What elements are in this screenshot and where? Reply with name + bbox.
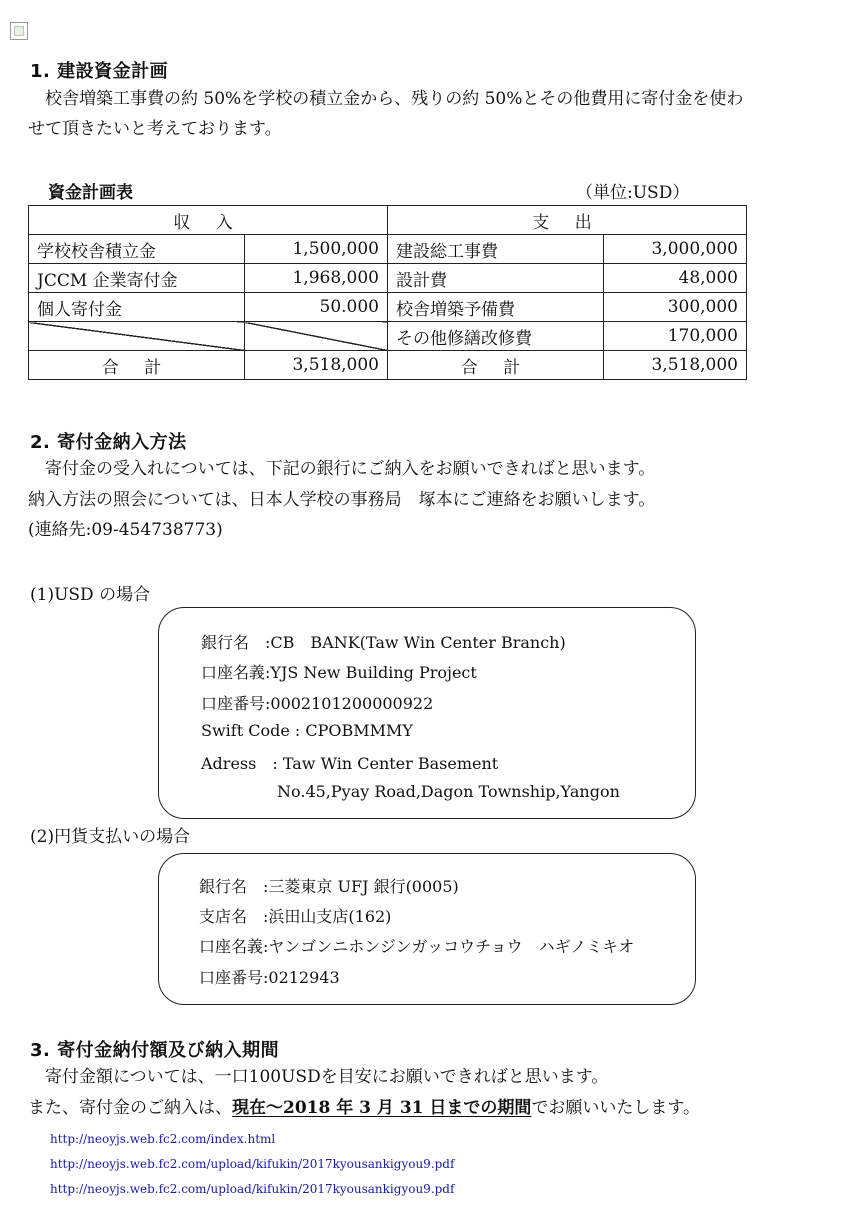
jpy-case-label: (2)円貨支払いの場合	[30, 827, 191, 847]
table-unit: （単位:USD）	[576, 183, 690, 203]
usd-address-line1: Adress : Taw Win Center Basement	[201, 754, 499, 773]
section1-heading: 1. 建設資金計画	[30, 61, 169, 82]
expense-value: 170,000	[604, 322, 747, 351]
jpy-account-number: 口座番号:0212943	[199, 968, 340, 987]
empty-diagonal-cell	[245, 322, 388, 351]
link-index[interactable]: http://neoyjs.web.fc2.com/index.html	[50, 1132, 276, 1146]
expense-label: その他修繕改修費	[388, 322, 604, 351]
jpy-account-holder: 口座名義:ヤンゴンニホンジンガッコウチョウ ハギノミキオ	[199, 937, 635, 956]
expense-label: 建設総工事費	[388, 235, 604, 264]
income-value: 1,500,000	[245, 235, 388, 264]
table-row	[29, 235, 747, 264]
link-pdf[interactable]: http://neoyjs.web.fc2.com/upload/kifukin/2017kyousankigyou9.pdf	[50, 1157, 455, 1171]
table-total-row	[29, 351, 747, 380]
income-value: 1,968,000	[245, 264, 388, 293]
table-row	[29, 264, 747, 293]
funding-plan-table	[28, 205, 747, 380]
income-label: 学校校舎積立金	[29, 235, 245, 264]
income-header: 収 入	[29, 206, 388, 235]
section1-paragraph-line1: 校舎増築工事費の約 50%を学校の積立金から、残りの約 50%とその他費用に寄付金を使わ	[28, 89, 744, 109]
table-header-row	[29, 206, 747, 235]
expense-header: 支 出	[388, 206, 747, 235]
section3-paragraph-line1: 寄付金額については、一口100USDを目安にお願いできればと思います。	[28, 1067, 609, 1087]
section3-paragraph-line2	[28, 1093, 700, 1123]
income-value: 50.000	[245, 293, 388, 322]
period-prefix: また、寄付金のご納入は、	[28, 1098, 232, 1118]
usd-account-holder: 口座名義:YJS New Building Project	[201, 663, 477, 682]
jpy-branch-name: 支店名 :浜田山支店(162)	[199, 907, 392, 926]
expense-label: 設計費	[388, 264, 604, 293]
table-title: 資金計画表	[48, 183, 133, 203]
section2-heading: 2. 寄付金納入方法	[30, 432, 187, 453]
link-pdf[interactable]: http://neoyjs.web.fc2.com/upload/kifukin/2017kyousankigyou9.pdf	[50, 1182, 455, 1196]
usd-account-number: 口座番号:0002101200000922	[201, 694, 434, 713]
donation-period: 現在～2018 年 3 月 31 日までの期間	[232, 1098, 532, 1118]
section2-paragraph-line2: 納入方法の照会については、日本人学校の事務局 塚本にご連絡をお願いします。	[28, 490, 656, 510]
expense-label: 校舎増築予備費	[388, 293, 604, 322]
broken-image-icon	[10, 22, 28, 40]
income-label: 個人寄付金	[29, 293, 245, 322]
usd-bank-name: 銀行名 :CB BANK(Taw Win Center Branch)	[201, 633, 566, 652]
jpy-bank-name: 銀行名 :三菱東京 UFJ 銀行(0005)	[199, 877, 459, 896]
expense-value: 300,000	[604, 293, 747, 322]
expense-value: 3,000,000	[604, 235, 747, 264]
usd-bank-info-box	[158, 607, 696, 819]
total-expense-label: 合 計	[388, 351, 604, 380]
section1-paragraph-line2: せて頂きたいと考えております。	[28, 119, 282, 139]
total-expense-value: 3,518,000	[604, 351, 747, 380]
table-row	[29, 322, 747, 351]
section2-paragraph-line1: 寄付金の受入れについては、下記の銀行にご納入をお願いできればと思います。	[28, 459, 656, 479]
period-suffix: でお願いいたします。	[531, 1098, 701, 1118]
jpy-bank-info-box	[158, 853, 696, 1005]
section3-heading: 3. 寄付金納付額及び納入期間	[30, 1040, 280, 1061]
usd-swift-code: Swift Code : CPOBMMMY	[201, 721, 413, 740]
empty-diagonal-cell	[29, 322, 245, 351]
section2-contact: (連絡先:09-454738773)	[28, 520, 223, 540]
total-income-value: 3,518,000	[245, 351, 388, 380]
expense-value: 48,000	[604, 264, 747, 293]
total-income-label: 合 計	[29, 351, 245, 380]
income-label: JCCM 企業寄付金	[29, 264, 245, 293]
table-row	[29, 293, 747, 322]
usd-address-line2: No.45,Pyay Road,Dagon Township,Yangon	[277, 782, 620, 801]
usd-case-label: (1)USD の場合	[30, 585, 151, 605]
